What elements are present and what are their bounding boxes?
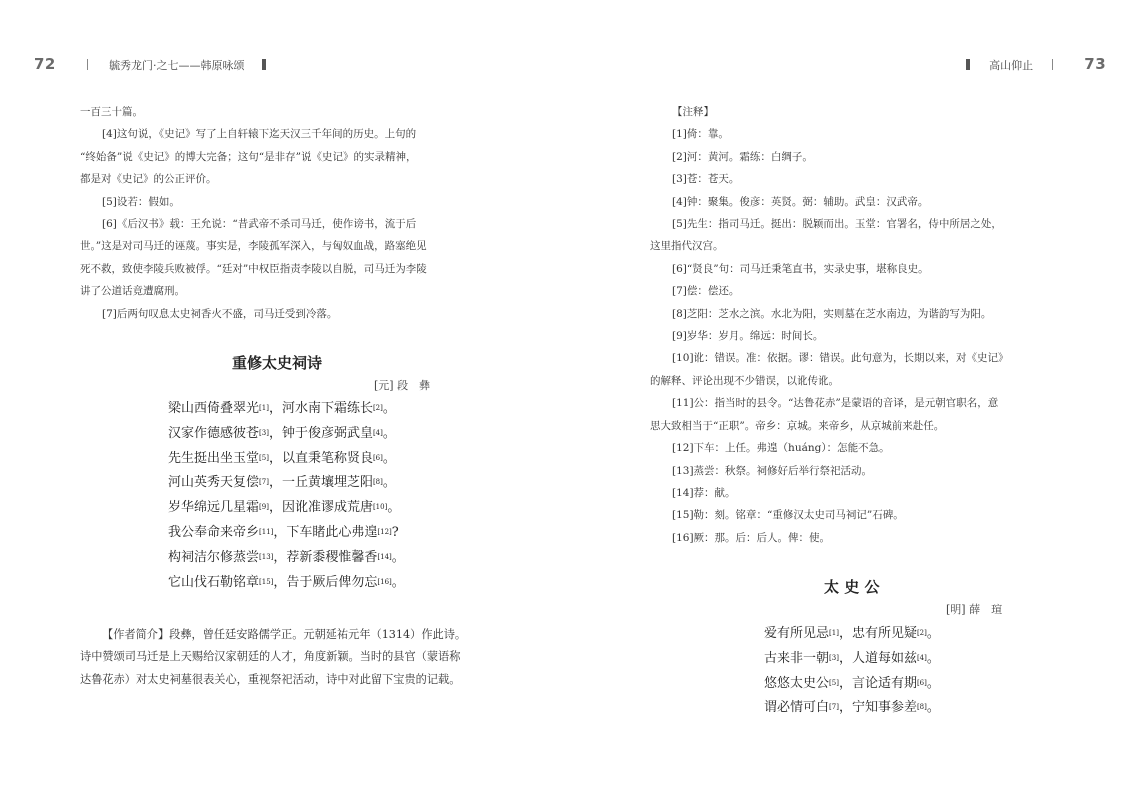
- right-page-number: 73: [1084, 55, 1107, 73]
- poem-line: 构祠洁尔修蒸尝[13]，荐新黍稷惟馨香[14]。: [168, 549, 405, 565]
- right-header-title: 高山仰止: [989, 59, 1034, 72]
- intro-line: 【作者简介】段彝，曾任廷安路儒学正。元朝延祐元年（1314）作此诗。: [102, 628, 467, 641]
- poem-line: 岁华绵远几星霜[9]，因讹准谬成荒唐[10]。: [168, 500, 401, 516]
- note-line: [4]钟：聚集。俊彦：英贤。弼：辅助。武皇：汉武帝。: [672, 195, 929, 208]
- note-line: [12]下车：上任。弗遑（huáng）：怎能不急。: [672, 442, 890, 455]
- note-line: [5]先生：指司马迁。挺出：脱颖而出。玉堂：官署名，侍中所居之处，: [672, 218, 1002, 231]
- poem-line: 梁山西倚叠翠光[1]，河水南下霜练长[2]。: [168, 401, 396, 416]
- right-notes: [650, 101, 1009, 549]
- note-line: [3]苍：苍天。: [672, 173, 740, 186]
- left-header-title: 毓秀龙门·之七——韩原咏颂: [109, 59, 245, 72]
- note-line: 的解释、评论出现不少错误，以讹传讹。: [650, 374, 839, 387]
- poem-line: 古来非一朝[3]，人道每如兹[4]。: [764, 650, 940, 666]
- note-line: 世。”这是对司马迁的诬蔑。事实是，李陵孤军深入，与匈奴血战，路塞绝见: [80, 240, 427, 253]
- note-line: [5]设若：假如。: [102, 195, 180, 208]
- header-block-mark: [262, 59, 266, 70]
- poem-title: 太 史 公: [824, 578, 880, 596]
- note-line: 这里指代汉宫。: [650, 240, 724, 253]
- note-line: [11]公：指当时的县令。“达鲁花赤”是蒙语的音译，是元朝官职名，意: [672, 397, 999, 410]
- poem-line: 它山伐石勒铭章[15]，告于厥后俾勿忘[16]。: [168, 574, 405, 590]
- note-line: [8]芝阳：芝水之滨。水北为阳，实则墓在芝水南边，为谐韵写为阳。: [672, 307, 992, 320]
- note-line: [2]河：黄河。霜练：白绸子。: [672, 150, 813, 163]
- poem-body: [168, 397, 405, 595]
- note-line: 讲了公道话竟遭腐刑。: [80, 285, 185, 298]
- left-notes: [80, 101, 427, 325]
- poem-line: 谓必情可白[7]，宁知事参差[8]。: [764, 700, 940, 716]
- poem-line: 汉家作德感彼苍[3]，钟于俊彦弼武皇[4]。: [168, 425, 396, 441]
- note-line: 都是对《史记》的公正评价。: [80, 173, 217, 186]
- left-running-header: [34, 54, 266, 73]
- poem-line: 悠悠太史公[5]，言论适有期[6]。: [764, 675, 940, 691]
- note-line: [6]《后汉书》载：王允说：“昔武帝不杀司马迁，使作谤书，流于后: [102, 218, 417, 231]
- header-separator: [87, 59, 88, 70]
- header-separator: [1052, 59, 1053, 70]
- right-running-header: [966, 54, 1106, 73]
- left-page: [0, 0, 566, 799]
- note-line: [7]偿：偿还。: [672, 285, 740, 298]
- note-line: [10]讹：错误。准：依据。谬：错误。此句意为，长期以来，对《史记》: [672, 352, 1009, 365]
- intro-line: 诗中赞颂司马迁是上天赐给汉家朝廷的人才，角度新颖。当时的县官（蒙语称: [80, 650, 461, 664]
- notes-heading: 【注释】: [672, 106, 714, 118]
- note-line: 死不救，致使李陵兵败被俘。“廷对”中权臣指责李陵以自脱，司马迁为李陵: [80, 262, 427, 275]
- poem-title: 重修太史祠诗: [232, 354, 323, 372]
- poem-line: 先生挺出坐玉堂[5]，以直秉笔称贤良[6]。: [168, 450, 396, 466]
- note-line: [13]蒸尝：秋祭。祠修好后举行祭祀活动。: [672, 464, 873, 477]
- poem-author: [元] 段 彝: [374, 379, 431, 392]
- poem-line: 爱有所见忌[1]，忠有所见疑[2]。: [764, 626, 940, 641]
- note-line: [9]岁华：岁月。绵远：时间长。: [672, 330, 824, 343]
- note-line: [16]厥：那。后：后人。俾：使。: [672, 531, 831, 544]
- note-line: [7]后两句叹息太史祠香火不盛，司马迁受到冷落。: [102, 307, 338, 320]
- note-line: “终始备”说《史记》的博大完备；这句“是非存”说《史记》的实录精神，: [80, 150, 417, 163]
- header-block-mark: [966, 59, 970, 70]
- note-line: 思大致相当于“正职”。帝乡：京城。来帝乡，从京城前来赴任。: [650, 419, 945, 432]
- author-intro: [80, 624, 466, 691]
- right-page: [566, 0, 1133, 799]
- poem-line: 我公奉命来帝乡[11]，下车睹此心弗遑[12]?: [168, 524, 399, 540]
- poem-body: [764, 622, 940, 721]
- note-line: [14]荐：献。: [672, 486, 736, 499]
- note-line: [1]倚：靠。: [672, 128, 729, 141]
- left-page-number: 72: [34, 55, 56, 73]
- poem-author: [明] 薛 瑄: [946, 603, 1003, 616]
- intro-line: 达鲁花赤）对太史祠墓很表关心，重视祭祀活动，诗中对此留下宝贵的记载。: [80, 672, 461, 686]
- note-line: [6]“贤良”句：司马迁秉笔直书，实录史事，堪称良史。: [672, 262, 929, 275]
- poem-line: 河山英秀天复偿[7]，一丘黄壤埋芝阳[8]。: [168, 475, 396, 491]
- note-line: [4]这句说，《史记》写了上自轩辕下迄天汉三千年间的历史。上句的: [102, 128, 417, 141]
- note-line: [15]勒：刻。铭章：“重修汉太史司马祠记”石碑。: [672, 509, 904, 522]
- note-line: 一百三十篇。: [80, 106, 143, 118]
